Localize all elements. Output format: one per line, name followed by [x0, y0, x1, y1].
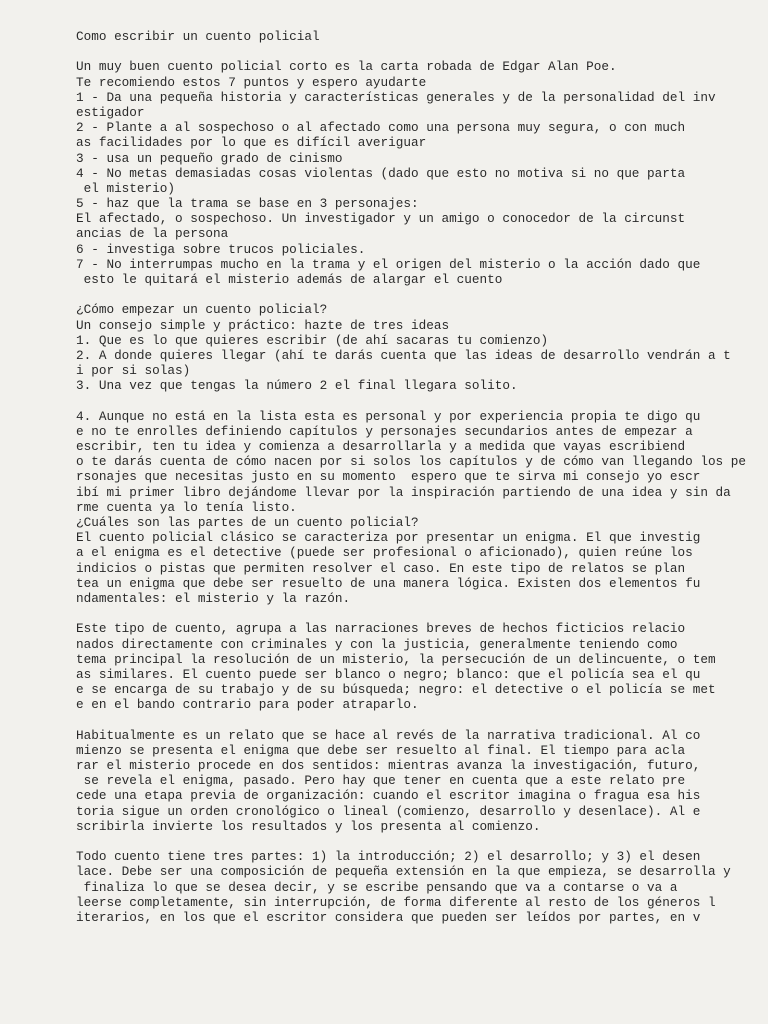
text-line: toria sigue un orden cronológico o lineal (comienzo, desarrollo y desenlace). Al e [76, 803, 701, 819]
text-line: as similares. El cuento puede ser blanco o negro; blanco: que el policía sea el qu [76, 666, 701, 682]
text-line: tema principal la resolución de un misterio, la persecución de un delincuente, o tem [76, 651, 716, 667]
paragraph [76, 621, 756, 712]
text-line: 7 - No interrumpas mucho en la trama y el origen del misterio o la acción dado que [76, 256, 701, 272]
text-line: iterarios, en los que el escritor considera que pueden ser leídos por partes, en v [76, 909, 701, 925]
text-line: escribir, ten tu idea y comienza a desarrollarla y a medida que vayas escribiend [76, 439, 686, 455]
text-line: ancias de la persona [76, 226, 229, 242]
text-line: leerse completamente, sin interrupción, de forma diferente al resto de los géneros l [76, 894, 716, 910]
text-line: rar el misterio procede en dos sentidos: mientras avanza la investigación, futuro, [76, 758, 701, 773]
text-line: estigador [76, 104, 145, 120]
text-line: scribirla invierte los resultados y los presenta al comienzo. [76, 818, 541, 834]
text-line: nados directamente con criminales y con la justicia, generalmente teniendo como [76, 636, 678, 652]
text-line: i por si solas) [76, 363, 191, 379]
text-line: Este tipo de cuento, agrupa a las narraciones breves de hechos ficticios relacio [76, 621, 686, 637]
text-line: rme cuenta ya lo tenía listo. [76, 499, 297, 515]
paragraph [76, 409, 756, 606]
text-line: lace. Debe ser una composición de pequeña extensión en la que empieza, se desarrolla y [76, 864, 731, 880]
text-line: Un consejo simple y práctico: hazte de tres ideas [76, 317, 450, 333]
text-line: el misterio) [76, 180, 175, 196]
text-line: Te recomiendo estos 7 puntos y espero ayudarte [76, 74, 427, 90]
text-line: tea un enigma que debe ser resuelto de una manera lógica. Existen dos elementos fu [76, 575, 701, 591]
text-line: ndamentales: el misterio y la razón. [76, 590, 351, 606]
text-line: Todo cuento tiene tres partes: 1) la introducción; 2) el desarrollo; y 3) el desen [76, 849, 701, 865]
text-line: se revela el enigma, pasado. Pero hay que tener en cuenta que a este relato pre [76, 773, 686, 789]
text-line: o te darás cuenta de cómo nacen por si solos los capítulos y de cómo van llegando los pe [76, 454, 747, 470]
text-line: ¿Cómo empezar un cuento policial? [76, 302, 328, 318]
text-line: El cuento policial clásico se caracteriza por presentar un enigma. El que investig [76, 530, 701, 546]
text-line: e no te enrolles definiendo capítulos y personajes secundarios antes de empezar a [76, 423, 693, 439]
document-body [76, 59, 756, 925]
text-line: 4 - No metas demasiadas cosas violentas (dado que esto no motiva si no que parta [76, 165, 686, 181]
text-line: mienzo se presenta el enigma que debe ser resuelto al final. El tiempo para acla [76, 742, 686, 758]
document-page [76, 29, 756, 925]
paragraph [76, 849, 756, 925]
text-line: Habitualmente es un relato que se hace al revés de la narrativa tradicional. Al co [76, 727, 701, 743]
text-line: as facilidades por lo que es difícil averiguar [76, 135, 427, 151]
paragraph-spacer [76, 287, 756, 302]
text-line: e se encarga de su trabajo y de su búsqueda; negro: el detective o el policía se met [76, 682, 716, 698]
paragraph [76, 302, 756, 393]
text-line: 1. Que es lo que quieres escribir (de ahí sacaras tu comienzo) [76, 332, 549, 348]
text-line: Un muy buen cuento policial corto es la carta robada de Edgar Alan Poe. [76, 59, 617, 75]
paragraph [76, 728, 756, 834]
text-line: rsonajes que necesitas justo en su momento espero que te sirva mi consejo yo escr [76, 469, 701, 485]
text-line: 3. Una vez que tengas la número 2 el final llegara solito. [76, 378, 518, 394]
text-line: 5 - haz que la trama se base en 3 personajes: [76, 196, 419, 212]
text-line: indicios o pistas que permiten resolver el caso. En este tipo de relatos se plan [76, 560, 686, 576]
text-line: 2. A donde quieres llegar (ahí te darás cuenta que las ideas de desarrollo vendrán a t [76, 347, 731, 363]
text-line: 2 - Plante a al sospechoso o al afectado como una persona muy segura, o con much [76, 120, 686, 136]
text-line: ¿Cuáles son las partes de un cuento policial? [76, 515, 419, 530]
text-line: 1 - Da una pequeña historia y características generales y de la personalidad del inv [76, 89, 716, 105]
text-line: El afectado, o sospechoso. Un investigador y un amigo o conocedor de la circunst [76, 211, 686, 227]
text-line: 3 - usa un pequeño grado de cinismo [76, 150, 343, 166]
text-line: 4. Aunque no está en la lista esta es personal y por experiencia propia te digo qu [76, 408, 701, 424]
paragraph-spacer [76, 712, 756, 727]
text-line: finaliza lo que se desea decir, y se escribe pensando que va a contarse o va a [76, 879, 678, 895]
paragraph [76, 59, 756, 287]
spacer [76, 44, 756, 59]
text-line: 6 - investiga sobre trucos policiales. [76, 241, 366, 257]
paragraph-spacer [76, 394, 756, 409]
paragraph-spacer [76, 606, 756, 621]
document-title: Como escribir un cuento policial [76, 29, 320, 44]
text-line: a el enigma es el detective (puede ser profesional o aficionado), quien reúne los [76, 545, 693, 561]
paragraph-spacer [76, 834, 756, 849]
text-line: esto le quitará el misterio además de alargar el cuento [76, 272, 503, 287]
text-line: e en el bando contrario para poder atraparlo. [76, 697, 419, 713]
text-line: ibí mi primer libro dejándome llevar por la inspiración partiendo de una idea y sin da [76, 484, 731, 500]
text-line: cede una etapa previa de organización: cuando el escritor imagina o fragua esa his [76, 788, 701, 804]
